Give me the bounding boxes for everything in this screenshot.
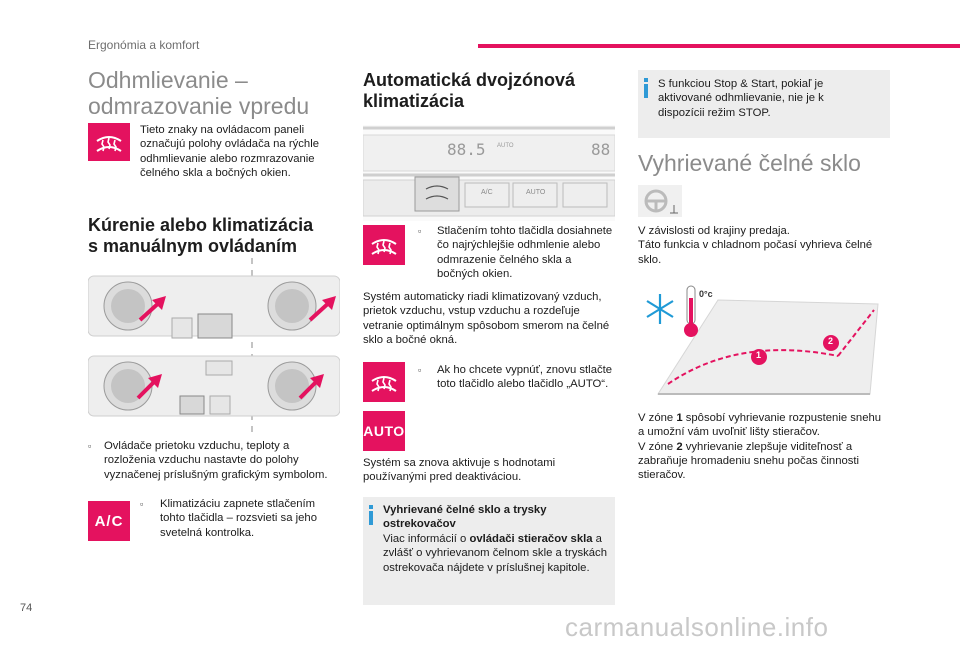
page-number: 74: [20, 602, 33, 614]
defog-title-line2: odmrazovanie vpredu: [88, 93, 310, 119]
heated-windscreen-title: Vyhrievané čelné sklo: [638, 150, 861, 176]
section-label: Ergonómia a komfort: [88, 38, 200, 52]
defog-title-line1: Odhmlievanie –: [88, 67, 248, 93]
defrost-off-icon: [363, 362, 405, 402]
steering-wheel-icon: [638, 185, 682, 217]
manual-ac-title-line2: s manuálnym ovládaním: [88, 236, 298, 256]
zone-1-text-a: V zóne: [638, 412, 677, 424]
auto-para-2: Systém sa znova aktivuje s hodnotami používanými pred deaktiváciou.: [363, 457, 556, 484]
stop-start-text: S funkciou Stop & Start, pokiaľ je aktivované odhmlievanie, nie je k dispozícii režim STOP.: [658, 78, 824, 119]
auto-bullet-1: Stlačením tohto tlačidla dosiahnete čo najrýchlejšie odhmlenie alebo odmrazenie čelného skla a bočných okien.: [437, 225, 613, 280]
manual-bullet-2: Klimatizáciu zapnete stlačením tohto tlačidla – rozsvieti sa jeho svetelná kontrolka.: [160, 498, 317, 539]
panel-auto-button: AUTO: [526, 189, 546, 196]
header-accent-bar: [478, 44, 960, 48]
zone-1-badge: 1: [756, 350, 762, 360]
info-box-text: [383, 532, 609, 575]
info-text-part2: a zvlášť o vyhrievanom čelnom skle a tryskách ostrekovača nájdete v príslušnej kapitole.: [383, 533, 607, 574]
zone-2-text-c: vyhrievanie zlepšuje viditeľnosť a zabraňuje hromadeniu snehu počas činnosti stieračov.: [638, 440, 860, 482]
temperature-label: 0°c: [699, 289, 713, 299]
zone-2-text-num: 2: [676, 440, 683, 453]
windscreen-illustration: [638, 276, 890, 404]
ac-icon-label: A/C: [94, 512, 124, 530]
defog-intro: Tieto znaky na ovládacom paneli označujú polohy ovládača na rýchle odhmlievanie alebo rozmrazovanie čelného skla a bočných okien.: [140, 124, 319, 179]
auto-para-1: Systém automaticky riadi klimatizovaný vzduch, prietok vzduchu, vstup vzduchu a rozdeľuje vetranie optimálnym spôsobom smerom na čelné sklo a bočné okná.: [363, 291, 610, 346]
heated-para-1-line2: Táto funkcia v chladnom počasí vyhrieva čelné sklo.: [638, 239, 873, 266]
auto-ac-title-line1: Automatická dvojzónová: [363, 70, 576, 90]
zone-1-text-c: spôsobí vyhrievanie rozpustenie snehu a umožní vám uvoľniť lišty stieračov.: [638, 412, 882, 439]
info-box-stop-start: [638, 70, 890, 138]
bullet-marker: ▫: [88, 441, 92, 451]
manual-ac-title: [88, 215, 313, 257]
zone-2-text-a: V zóne: [638, 440, 677, 453]
panel-display-temp-left: 88.5: [447, 140, 486, 159]
heated-para-1-line1: V závislosti od krajiny predaja.: [638, 225, 790, 237]
manual-bullet-1: Ovládače prietoku vzduchu, teploty a rozloženia vzduchu nastavte do polohy vyznačenej príslušným grafickým symbolom.: [104, 440, 328, 481]
info-icon: [369, 505, 373, 525]
info-text-part1: Viac informácií o: [383, 533, 470, 545]
zone-1-text: [638, 411, 890, 440]
manual-panel-illustration: [88, 258, 340, 433]
panel-display-temp-right: 88: [591, 140, 611, 159]
auto-ac-title: [363, 70, 575, 112]
ac-button-icon: [88, 501, 130, 541]
watermark: carmanualsonline.info: [565, 612, 829, 642]
zone-2-text: [638, 440, 890, 483]
max-defrost-icon: [363, 225, 405, 265]
auto-button-icon: [363, 411, 405, 451]
heated-para-2: [638, 411, 890, 482]
zone-1-text-num: 1: [676, 412, 683, 424]
bullet-marker: ▫: [418, 226, 422, 236]
bullet-marker: ▫: [418, 365, 422, 375]
info-box-wipers: [363, 497, 615, 605]
info-box-title: Vyhrievané čelné sklo a trysky ostrekovačov: [383, 504, 547, 531]
zone-2-badge: 2: [828, 336, 834, 346]
defrost-icon: [88, 123, 130, 161]
auto-icon-label: AUTO: [363, 423, 405, 439]
panel-display-mode: AUTO: [497, 143, 514, 149]
heated-para-1: [638, 224, 890, 267]
info-icon: [644, 78, 648, 98]
auto-panel-illustration: [363, 125, 615, 221]
auto-bullet-2: Ak ho chcete vypnúť, znovu stlačte toto tlačidlo alebo tlačidlo „AUTO“.: [437, 364, 613, 391]
panel-ac-button: A/C: [481, 189, 493, 196]
bullet-marker: ▫: [140, 499, 144, 509]
manual-ac-title-line1: Kúrenie alebo klimatizácia: [88, 215, 314, 235]
info-text-bold: ovládači stieračov skla: [469, 533, 593, 545]
defog-title: [88, 67, 309, 119]
auto-ac-title-line2: klimatizácia: [363, 91, 465, 111]
